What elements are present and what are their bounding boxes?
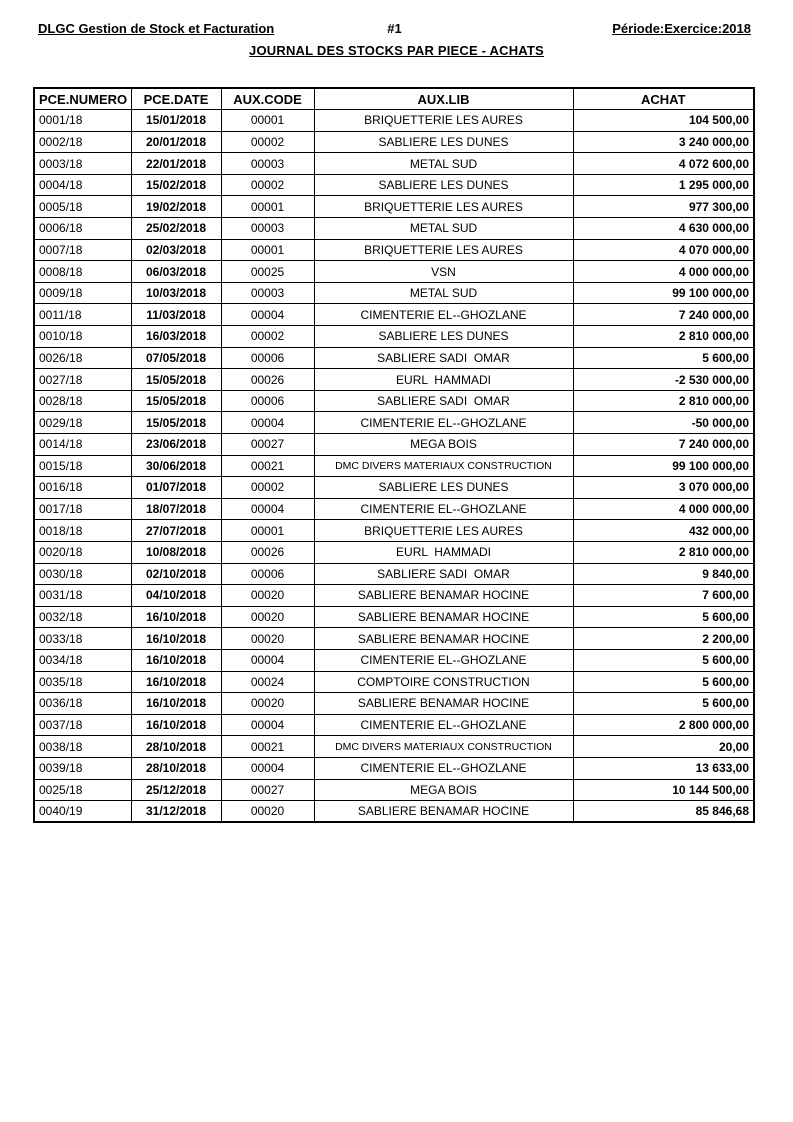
cell-pce-date: 18/07/2018 <box>131 498 221 520</box>
cell-pce-date: 16/10/2018 <box>131 628 221 650</box>
cell-aux-code: 00004 <box>221 304 314 326</box>
cell-pce-numero: 0038/18 <box>34 736 131 758</box>
cell-aux-code: 00004 <box>221 714 314 736</box>
cell-pce-date: 10/08/2018 <box>131 541 221 563</box>
cell-achat: -2 530 000,00 <box>573 369 754 391</box>
cell-pce-date: 10/03/2018 <box>131 282 221 304</box>
cell-aux-lib: SABLIERE SADI OMAR <box>314 563 573 585</box>
cell-pce-numero: 0036/18 <box>34 693 131 715</box>
cell-pce-date: 20/01/2018 <box>131 131 221 153</box>
cell-achat: 13 633,00 <box>573 757 754 779</box>
cell-pce-date: 16/03/2018 <box>131 326 221 348</box>
cell-achat: 5 600,00 <box>573 693 754 715</box>
cell-pce-numero: 0026/18 <box>34 347 131 369</box>
cell-pce-date: 15/05/2018 <box>131 412 221 434</box>
table-row <box>34 736 754 758</box>
cell-aux-code: 00002 <box>221 477 314 499</box>
cell-pce-numero: 0005/18 <box>34 196 131 218</box>
cell-pce-numero: 0039/18 <box>34 757 131 779</box>
cell-achat: 1 295 000,00 <box>573 174 754 196</box>
cell-achat: 4 000 000,00 <box>573 261 754 283</box>
cell-achat: 2 810 000,00 <box>573 541 754 563</box>
cell-pce-date: 22/01/2018 <box>131 153 221 175</box>
table-body <box>34 110 754 823</box>
cell-achat: 2 800 000,00 <box>573 714 754 736</box>
cell-achat: 5 600,00 <box>573 649 754 671</box>
cell-aux-code: 00027 <box>221 434 314 456</box>
table-row <box>34 714 754 736</box>
cell-pce-numero: 0007/18 <box>34 239 131 261</box>
cell-aux-code: 00027 <box>221 779 314 801</box>
report-title: JOURNAL DES STOCKS PAR PIECE - ACHATS <box>249 43 544 58</box>
cell-aux-code: 00021 <box>221 455 314 477</box>
cell-pce-numero: 0009/18 <box>34 282 131 304</box>
cell-aux-lib: MEGA BOIS <box>314 434 573 456</box>
cell-pce-date: 19/02/2018 <box>131 196 221 218</box>
cell-pce-numero: 0014/18 <box>34 434 131 456</box>
cell-pce-numero: 0040/19 <box>34 801 131 823</box>
cell-pce-date: 11/03/2018 <box>131 304 221 326</box>
cell-aux-lib: CIMENTERIE EL--GHOZLANE <box>314 757 573 779</box>
cell-achat: 2 200,00 <box>573 628 754 650</box>
column-header: AUX.CODE <box>221 88 314 110</box>
table-row <box>34 261 754 283</box>
cell-aux-code: 00004 <box>221 498 314 520</box>
cell-aux-lib: EURL HAMMADI <box>314 541 573 563</box>
cell-aux-code: 00001 <box>221 196 314 218</box>
cell-pce-numero: 0034/18 <box>34 649 131 671</box>
cell-aux-code: 00020 <box>221 801 314 823</box>
cell-pce-date: 16/10/2018 <box>131 693 221 715</box>
cell-aux-lib: BRIQUETTERIE LES AURES <box>314 520 573 542</box>
cell-pce-date: 15/02/2018 <box>131 174 221 196</box>
cell-achat: 5 600,00 <box>573 606 754 628</box>
cell-pce-numero: 0011/18 <box>34 304 131 326</box>
cell-aux-code: 00020 <box>221 693 314 715</box>
table-row <box>34 541 754 563</box>
cell-pce-numero: 0020/18 <box>34 541 131 563</box>
cell-aux-lib: METAL SUD <box>314 282 573 304</box>
cell-achat: 4 000 000,00 <box>573 498 754 520</box>
cell-pce-date: 28/10/2018 <box>131 736 221 758</box>
cell-aux-code: 00004 <box>221 412 314 434</box>
cell-pce-date: 25/12/2018 <box>131 779 221 801</box>
cell-aux-lib: BRIQUETTERIE LES AURES <box>314 239 573 261</box>
cell-pce-numero: 0035/18 <box>34 671 131 693</box>
cell-aux-lib: MEGA BOIS <box>314 779 573 801</box>
cell-achat: 4 630 000,00 <box>573 218 754 240</box>
cell-aux-code: 00006 <box>221 563 314 585</box>
cell-achat: 10 144 500,00 <box>573 779 754 801</box>
cell-aux-lib: CIMENTERIE EL--GHOZLANE <box>314 304 573 326</box>
cell-achat: 2 810 000,00 <box>573 390 754 412</box>
cell-aux-code: 00004 <box>221 649 314 671</box>
cell-aux-lib: CIMENTERIE EL--GHOZLANE <box>314 714 573 736</box>
cell-achat: 7 240 000,00 <box>573 304 754 326</box>
table-row <box>34 369 754 391</box>
cell-pce-numero: 0017/18 <box>34 498 131 520</box>
cell-pce-numero: 0018/18 <box>34 520 131 542</box>
cell-pce-date: 16/10/2018 <box>131 649 221 671</box>
cell-pce-date: 01/07/2018 <box>131 477 221 499</box>
cell-aux-code: 00020 <box>221 606 314 628</box>
cell-pce-numero: 0027/18 <box>34 369 131 391</box>
cell-aux-lib: SABLIERE LES DUNES <box>314 174 573 196</box>
cell-pce-numero: 0029/18 <box>34 412 131 434</box>
cell-aux-code: 00002 <box>221 174 314 196</box>
table-row <box>34 282 754 304</box>
cell-pce-date: 15/05/2018 <box>131 390 221 412</box>
cell-achat: 977 300,00 <box>573 196 754 218</box>
cell-pce-numero: 0028/18 <box>34 390 131 412</box>
cell-pce-numero: 0016/18 <box>34 477 131 499</box>
table-row <box>34 131 754 153</box>
cell-aux-code: 00003 <box>221 153 314 175</box>
cell-achat: 20,00 <box>573 736 754 758</box>
cell-aux-lib: SABLIERE SADI OMAR <box>314 347 573 369</box>
cell-aux-lib: DMC DIVERS MATERIAUX CONSTRUCTION <box>314 455 573 477</box>
table-row <box>34 326 754 348</box>
cell-aux-lib: SABLIERE BENAMAR HOCINE <box>314 693 573 715</box>
cell-pce-numero: 0015/18 <box>34 455 131 477</box>
cell-pce-numero: 0037/18 <box>34 714 131 736</box>
table-row <box>34 347 754 369</box>
table-row <box>34 757 754 779</box>
cell-aux-code: 00026 <box>221 541 314 563</box>
cell-aux-lib: SABLIERE LES DUNES <box>314 477 573 499</box>
cell-aux-lib: BRIQUETTERIE LES AURES <box>314 196 573 218</box>
cell-aux-code: 00020 <box>221 628 314 650</box>
table-row <box>34 174 754 196</box>
table-row <box>34 239 754 261</box>
cell-achat: 4 070 000,00 <box>573 239 754 261</box>
cell-pce-numero: 0031/18 <box>34 585 131 607</box>
cell-aux-code: 00002 <box>221 131 314 153</box>
cell-aux-lib: METAL SUD <box>314 153 573 175</box>
cell-pce-date: 16/10/2018 <box>131 671 221 693</box>
cell-aux-code: 00003 <box>221 282 314 304</box>
cell-pce-numero: 0002/18 <box>34 131 131 153</box>
cell-pce-numero: 0010/18 <box>34 326 131 348</box>
cell-aux-code: 00001 <box>221 520 314 542</box>
page-number: #1 <box>387 21 402 36</box>
stock-journal-table <box>33 87 755 823</box>
cell-pce-numero: 0006/18 <box>34 218 131 240</box>
cell-aux-lib: SABLIERE BENAMAR HOCINE <box>314 585 573 607</box>
cell-achat: 99 100 000,00 <box>573 455 754 477</box>
cell-pce-date: 04/10/2018 <box>131 585 221 607</box>
table-row <box>34 585 754 607</box>
cell-aux-code: 00024 <box>221 671 314 693</box>
cell-pce-date: 27/07/2018 <box>131 520 221 542</box>
cell-aux-lib: DMC DIVERS MATERIAUX CONSTRUCTION <box>314 736 573 758</box>
cell-achat: 5 600,00 <box>573 671 754 693</box>
cell-pce-date: 16/10/2018 <box>131 606 221 628</box>
cell-aux-lib: EURL HAMMADI <box>314 369 573 391</box>
cell-aux-code: 00001 <box>221 239 314 261</box>
table-row <box>34 498 754 520</box>
column-header: PCE.NUMERO <box>34 88 131 110</box>
cell-pce-numero: 0001/18 <box>34 110 131 132</box>
table-row <box>34 520 754 542</box>
cell-aux-code: 00006 <box>221 390 314 412</box>
column-header: ACHAT <box>573 88 754 110</box>
cell-aux-code: 00004 <box>221 757 314 779</box>
cell-aux-code: 00001 <box>221 110 314 132</box>
cell-achat: -50 000,00 <box>573 412 754 434</box>
cell-aux-code: 00003 <box>221 218 314 240</box>
cell-aux-lib: SABLIERE BENAMAR HOCINE <box>314 801 573 823</box>
table-row <box>34 196 754 218</box>
cell-pce-date: 15/05/2018 <box>131 369 221 391</box>
cell-pce-date: 23/06/2018 <box>131 434 221 456</box>
cell-pce-date: 02/03/2018 <box>131 239 221 261</box>
header-row <box>34 88 754 110</box>
cell-achat: 7 600,00 <box>573 585 754 607</box>
table-row <box>34 218 754 240</box>
cell-achat: 432 000,00 <box>573 520 754 542</box>
table-row <box>34 649 754 671</box>
period-label: Période:Exercice:2018 <box>612 21 751 36</box>
cell-aux-lib: VSN <box>314 261 573 283</box>
table-row <box>34 434 754 456</box>
table-row <box>34 563 754 585</box>
table-row <box>34 606 754 628</box>
table-row <box>34 671 754 693</box>
cell-aux-lib: SABLIERE LES DUNES <box>314 131 573 153</box>
table-row <box>34 390 754 412</box>
cell-aux-code: 00002 <box>221 326 314 348</box>
cell-pce-numero: 0008/18 <box>34 261 131 283</box>
cell-aux-code: 00026 <box>221 369 314 391</box>
table-header <box>34 88 754 110</box>
table-row <box>34 455 754 477</box>
table-row <box>34 801 754 823</box>
cell-pce-date: 25/02/2018 <box>131 218 221 240</box>
cell-pce-date: 06/03/2018 <box>131 261 221 283</box>
table-row <box>34 110 754 132</box>
cell-achat: 3 240 000,00 <box>573 131 754 153</box>
cell-aux-lib: SABLIERE SADI OMAR <box>314 390 573 412</box>
table-row <box>34 628 754 650</box>
cell-pce-numero: 0004/18 <box>34 174 131 196</box>
table-row <box>34 412 754 434</box>
cell-pce-date: 28/10/2018 <box>131 757 221 779</box>
cell-pce-numero: 0003/18 <box>34 153 131 175</box>
table-row <box>34 779 754 801</box>
cell-achat: 99 100 000,00 <box>573 282 754 304</box>
cell-pce-numero: 0033/18 <box>34 628 131 650</box>
cell-aux-lib: COMPTOIRE CONSTRUCTION <box>314 671 573 693</box>
cell-achat: 2 810 000,00 <box>573 326 754 348</box>
cell-aux-code: 00025 <box>221 261 314 283</box>
cell-achat: 4 072 600,00 <box>573 153 754 175</box>
table-row <box>34 153 754 175</box>
report-header <box>38 21 751 36</box>
cell-achat: 85 846,68 <box>573 801 754 823</box>
cell-aux-lib: SABLIERE LES DUNES <box>314 326 573 348</box>
cell-aux-lib: CIMENTERIE EL--GHOZLANE <box>314 649 573 671</box>
cell-aux-code: 00006 <box>221 347 314 369</box>
cell-achat: 7 240 000,00 <box>573 434 754 456</box>
cell-aux-lib: CIMENTERIE EL--GHOZLANE <box>314 498 573 520</box>
cell-pce-date: 02/10/2018 <box>131 563 221 585</box>
app-title: DLGC Gestion de Stock et Facturation <box>38 21 275 36</box>
cell-aux-lib: CIMENTERIE EL--GHOZLANE <box>314 412 573 434</box>
cell-achat: 104 500,00 <box>573 110 754 132</box>
cell-pce-numero: 0025/18 <box>34 779 131 801</box>
cell-aux-lib: SABLIERE BENAMAR HOCINE <box>314 606 573 628</box>
cell-pce-numero: 0032/18 <box>34 606 131 628</box>
cell-pce-numero: 0030/18 <box>34 563 131 585</box>
cell-aux-lib: SABLIERE BENAMAR HOCINE <box>314 628 573 650</box>
cell-pce-date: 07/05/2018 <box>131 347 221 369</box>
cell-aux-lib: BRIQUETTERIE LES AURES <box>314 110 573 132</box>
column-header: AUX.LIB <box>314 88 573 110</box>
table-row <box>34 304 754 326</box>
cell-aux-code: 00020 <box>221 585 314 607</box>
column-header: PCE.DATE <box>131 88 221 110</box>
cell-pce-date: 15/01/2018 <box>131 110 221 132</box>
cell-achat: 9 840,00 <box>573 563 754 585</box>
table-row <box>34 477 754 499</box>
cell-pce-date: 16/10/2018 <box>131 714 221 736</box>
cell-aux-lib: METAL SUD <box>314 218 573 240</box>
cell-achat: 3 070 000,00 <box>573 477 754 499</box>
cell-pce-date: 30/06/2018 <box>131 455 221 477</box>
table-row <box>34 693 754 715</box>
cell-achat: 5 600,00 <box>573 347 754 369</box>
cell-aux-code: 00021 <box>221 736 314 758</box>
cell-pce-date: 31/12/2018 <box>131 801 221 823</box>
